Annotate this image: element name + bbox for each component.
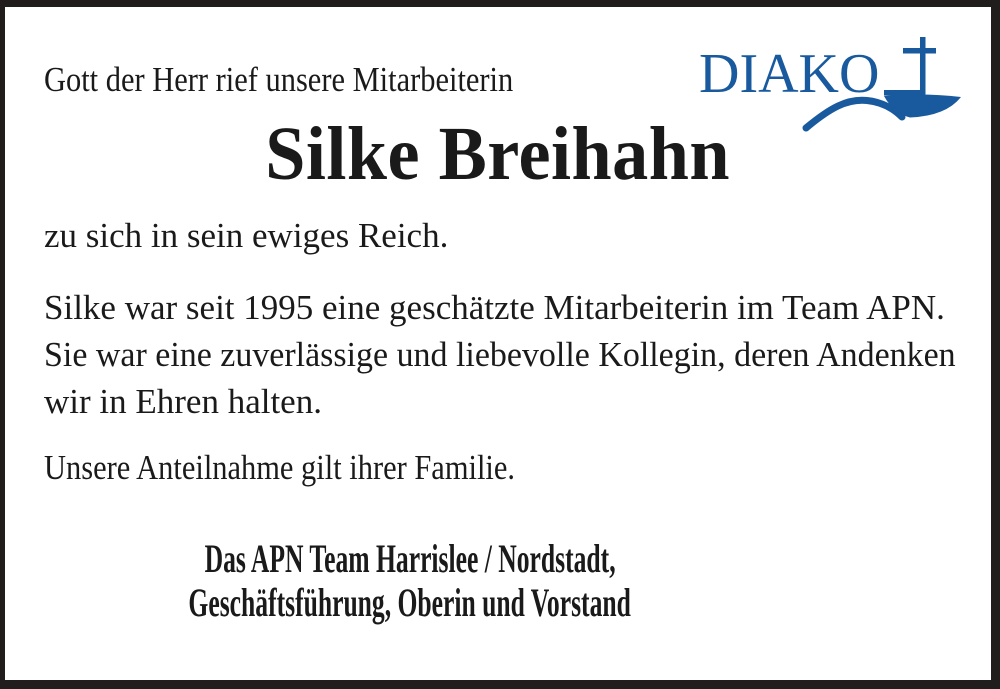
deceased-name-text: Silke Breihahn bbox=[265, 112, 731, 196]
subline bbox=[44, 215, 448, 257]
cross-icon bbox=[884, 37, 936, 96]
closing-line-1: Das APN Team Harrislee / Nordstadt, bbox=[204, 536, 616, 581]
body-paragraph bbox=[44, 284, 984, 425]
intro-line bbox=[44, 59, 583, 101]
closing-line-2: Geschäftsführung, Oberin und Vorstand bbox=[188, 580, 632, 625]
condolence-line bbox=[44, 447, 585, 489]
intro-line-text: Gott der Herr rief unsere Mitarbeiterin bbox=[44, 60, 514, 99]
body-line-2: Sie war eine zuverlässige und liebevolle Kollegin, deren Andenken bbox=[44, 335, 956, 374]
diako-wordmark: DIAKO bbox=[699, 43, 880, 105]
subline-text: zu sich in sein ewiges Reich. bbox=[44, 216, 449, 255]
closing-signature bbox=[5, 537, 815, 625]
condolence-text: Unsere Anteilnahme gilt ihrer Familie. bbox=[44, 448, 516, 487]
body-line-3: wir in Ehren halten. bbox=[44, 382, 322, 421]
deceased-name-heading bbox=[5, 114, 991, 194]
body-line-1: Silke war seit 1995 eine geschätzte Mitarbeiterin im Team APN. bbox=[44, 288, 945, 327]
